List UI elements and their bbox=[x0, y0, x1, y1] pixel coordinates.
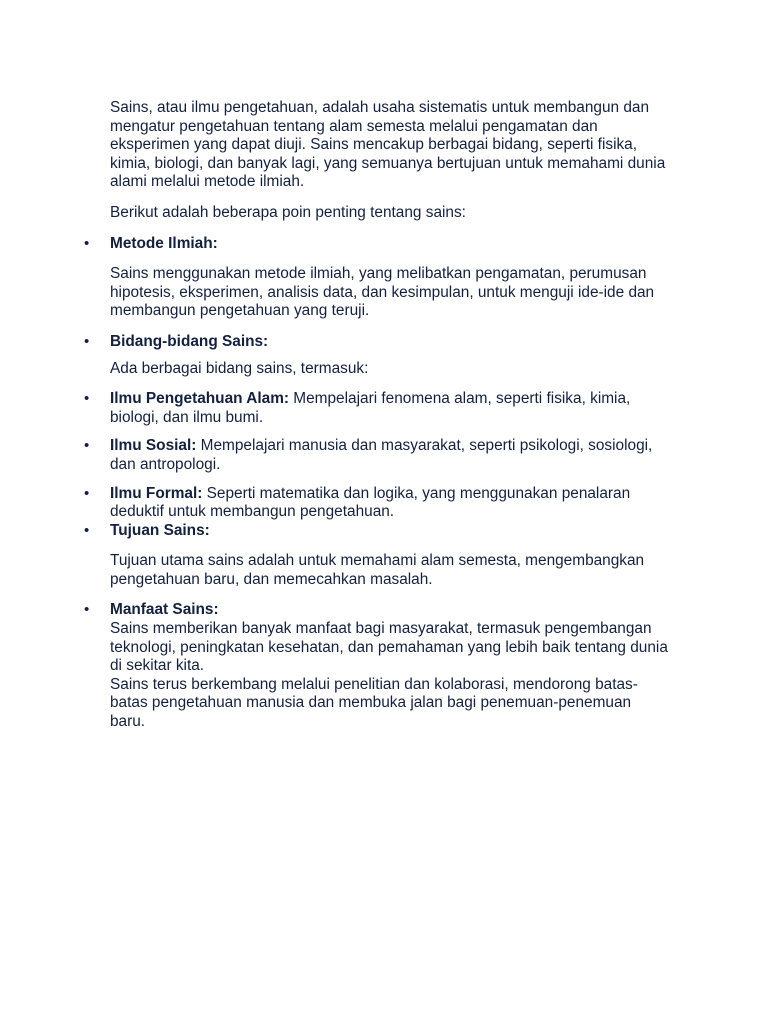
manfaat-paragraph: Sains memberikan banyak manfaat bagi masyarakat, termasuk pengembangan teknologi, peningkatan kesehatan, dan pemahaman yang lebih baik tentang dunia di sekitar kita. bbox=[110, 620, 668, 675]
intro-paragraph: Sains, atau ilmu pengetahuan, adalah usaha sistematis untuk membangun dan mengatur pengetahuan tentang alam semesta melalui pengamatan dan eksperimen yang dapat diuji. Sains mencakup berbagai bidang, seperti fisika, kimia, biologi, dan banyak lagi, yang semuanya bertujuan untuk memahami dunia alami melalui metode ilmiah. bbox=[110, 99, 666, 191]
bullet-tujuan-sains bbox=[84, 521, 670, 541]
bullet-metode-ilmiah bbox=[84, 234, 670, 254]
closing-paragraph: Sains terus berkembang melalui penelitian dan kolaborasi, mendorong batas-batas pengetahuan manusia dan membuka jalan bagi penemuan-penemuan baru. bbox=[110, 675, 638, 731]
bullet-icon: • bbox=[84, 521, 90, 539]
bullet-icon: • bbox=[84, 332, 90, 350]
bullet-icon: • bbox=[84, 234, 90, 252]
document-body bbox=[84, 99, 670, 732]
bullet-manfaat-sains bbox=[84, 601, 670, 620]
bullet-icon: • bbox=[84, 390, 90, 408]
ipa-heading: Ilmu Pengetahuan Alam: bbox=[110, 390, 290, 408]
formal-heading: Ilmu Formal: bbox=[110, 484, 203, 502]
metode-heading: Metode Ilmiah: bbox=[110, 234, 218, 252]
sosial-text: Mempelajari manusia dan masyarakat, seperti psikologi, sosiologi, dan antropologi. bbox=[110, 437, 653, 473]
bidang-heading: Bidang-bidang Sains: bbox=[110, 332, 269, 350]
bullet-icon: • bbox=[84, 437, 90, 455]
lead-paragraph: Berikut adalah beberapa poin penting tentang sains: bbox=[110, 203, 466, 221]
bullet-icon: • bbox=[84, 484, 90, 502]
bullet-ilmu-sosial bbox=[84, 437, 670, 474]
bidang-paragraph: Ada berbagai bidang sains, termasuk: bbox=[110, 359, 369, 377]
tujuan-heading: Tujuan Sains: bbox=[110, 521, 210, 539]
manfaat-heading: Manfaat Sains: bbox=[110, 601, 219, 619]
bullet-icon: • bbox=[84, 601, 90, 619]
metode-paragraph: Sains menggunakan metode ilmiah, yang melibatkan pengamatan, perumusan hipotesis, eksperimen, analisis data, dan kesimpulan, untuk menguji ide-ide dan membangun pengetahuan yang teruji. bbox=[110, 265, 655, 320]
tujuan-paragraph: Tujuan utama sains adalah untuk memahami alam semesta, mengembangkan pengetahuan baru, dan memecahkan masalah. bbox=[110, 552, 645, 588]
bullet-ilmu-pengetahuan-alam bbox=[84, 390, 670, 427]
bullet-ilmu-formal bbox=[84, 484, 670, 522]
bullet-bidang-sains bbox=[84, 332, 670, 352]
sosial-heading: Ilmu Sosial: bbox=[110, 437, 197, 455]
ipa-text: Mempelajari fenomena alam, seperti fisika, kimia, biologi, dan ilmu bumi. bbox=[110, 390, 631, 426]
formal-text: Seperti matematika dan logika, yang menggunakan penalaran deduktif untuk membangun pengetahuan. bbox=[110, 484, 631, 521]
